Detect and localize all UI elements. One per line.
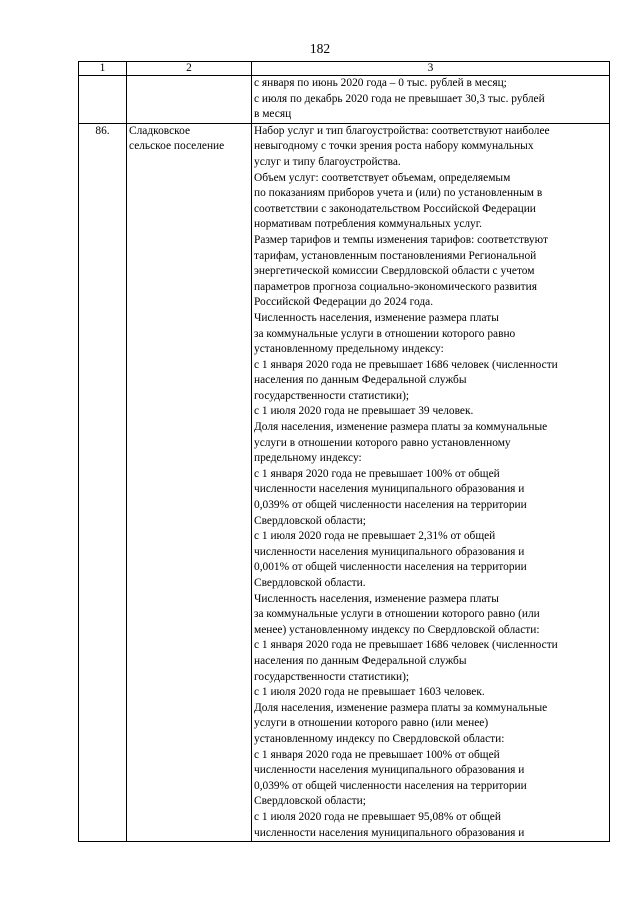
municipality-name-line: Сладковское (129, 124, 190, 137)
continuation-name-cell (127, 76, 252, 124)
details-line: 0,039% от общей численности населения на территории (254, 779, 527, 792)
details-line: численности населения муниципального образования и (254, 483, 525, 496)
details-line: Набор услуг и тип благоустройства: соответствуют наиболее (254, 124, 550, 137)
details-line: энергетической комиссии Свердловской области с учетом (254, 265, 535, 278)
details-line: нормативам потребления коммунальных услуг. (254, 218, 482, 231)
details-line: с 1 января 2020 года не превышает 1686 человек (численности (254, 639, 558, 652)
details-line: численности населения муниципального образования и (254, 764, 525, 777)
details-line: тарифам, установленным постановлениями Региональной (254, 249, 537, 262)
continuation-text-cell (252, 76, 610, 124)
details-line: установленному индексу по Свердловской области: (254, 732, 505, 745)
details-line: услуги в отношении которого равно (или менее) (254, 717, 489, 730)
column-header-1: 1 (79, 62, 127, 76)
details-line: 0,039% от общей численности населения на территории (254, 499, 527, 512)
details-line: Доля населения, изменение размера платы за коммунальные (254, 421, 548, 434)
details-line: с 1 января 2020 года не превышает 100% от общей (254, 467, 500, 480)
details-line: государственности статистики); (254, 670, 410, 683)
details-line: Свердловской области. (254, 577, 366, 589)
details-line: численности населения муниципального образования и (254, 545, 525, 558)
details-line: предельному индексу: (254, 452, 362, 465)
details-line: с 1 января 2020 года не превышает 100% от общей (254, 748, 500, 761)
details-line: 0,001% от общей численности населения на территории (254, 561, 527, 574)
details-line: Свердловской области; (254, 514, 366, 527)
details-line: государственности статистики); (254, 389, 410, 402)
column-header-2: 2 (127, 62, 252, 76)
tariff-table (78, 61, 610, 842)
details-line: соответствии с законодательством Российской Федерации (254, 202, 536, 215)
details-line: Объем услуг: соответствует объемам, определяемым (254, 171, 511, 184)
details-line: за коммунальные услуги в отношении которого равно (или (254, 608, 540, 621)
details-line: Российской Федерации до 2024 года. (254, 296, 434, 309)
details-line: установленному предельному индексу: (254, 343, 444, 356)
details-line: Численность населения, изменение размера платы (254, 311, 499, 324)
details-line: за коммунальные услуги в отношении которого равно (254, 327, 516, 340)
details-line: с 1 июля 2020 года не превышает 2,31% от общей (254, 530, 496, 543)
municipality-name-cell (127, 123, 252, 841)
details-line: Численность населения, изменение размера платы (254, 592, 499, 605)
continuation-line: с января по июнь 2020 года – 0 тыс. рублей в месяц; (254, 77, 507, 89)
details-line: населения по данным Федеральной службы (254, 654, 467, 667)
details-line: менее) установленному индексу по Свердловской области: (254, 623, 540, 636)
details-cell (252, 123, 610, 841)
table-row-86 (79, 123, 610, 841)
details-line: Размер тарифов и темпы изменения тарифов: соответствуют (254, 233, 548, 246)
details-line: невыгодному с точки зрения роста набору коммунальных (254, 140, 534, 153)
continuation-line: в месяц (254, 108, 292, 121)
municipality-name-line: сельское поселение (129, 140, 225, 153)
table-row-continuation (79, 76, 610, 124)
details-line: с 1 июля 2020 года не превышает 39 человек. (254, 405, 474, 418)
details-line: численности населения муниципального образования и (254, 826, 525, 839)
details-line: с 1 января 2020 года не превышает 1686 человек (численности (254, 358, 558, 371)
details-line: услуги в отношении которого равно установленному (254, 436, 511, 449)
column-header-3: 3 (252, 62, 610, 76)
continuation-number-cell (79, 76, 127, 124)
details-line: Свердловской области; (254, 795, 366, 808)
details-line: Доля населения, изменение размера платы за коммунальные (254, 701, 548, 714)
table-header-row (79, 62, 610, 76)
row-number: 86. (79, 123, 127, 841)
details-line: населения по данным Федеральной службы (254, 374, 467, 387)
details-line: с 1 июля 2020 года не превышает 1603 человек. (254, 686, 485, 699)
details-line: по показаниям приборов учета и (или) по установленным в (254, 187, 543, 200)
details-line: с 1 июля 2020 года не превышает 95,08% от общей (254, 810, 501, 823)
details-line: параметров прогноза социально-экономического развития (254, 280, 537, 293)
continuation-line: с июля по декабрь 2020 года не превышает 30,3 тыс. рублей (254, 92, 545, 105)
page-number: 182 (309, 41, 331, 56)
details-line: услуг и типу благоустройства. (254, 155, 401, 168)
